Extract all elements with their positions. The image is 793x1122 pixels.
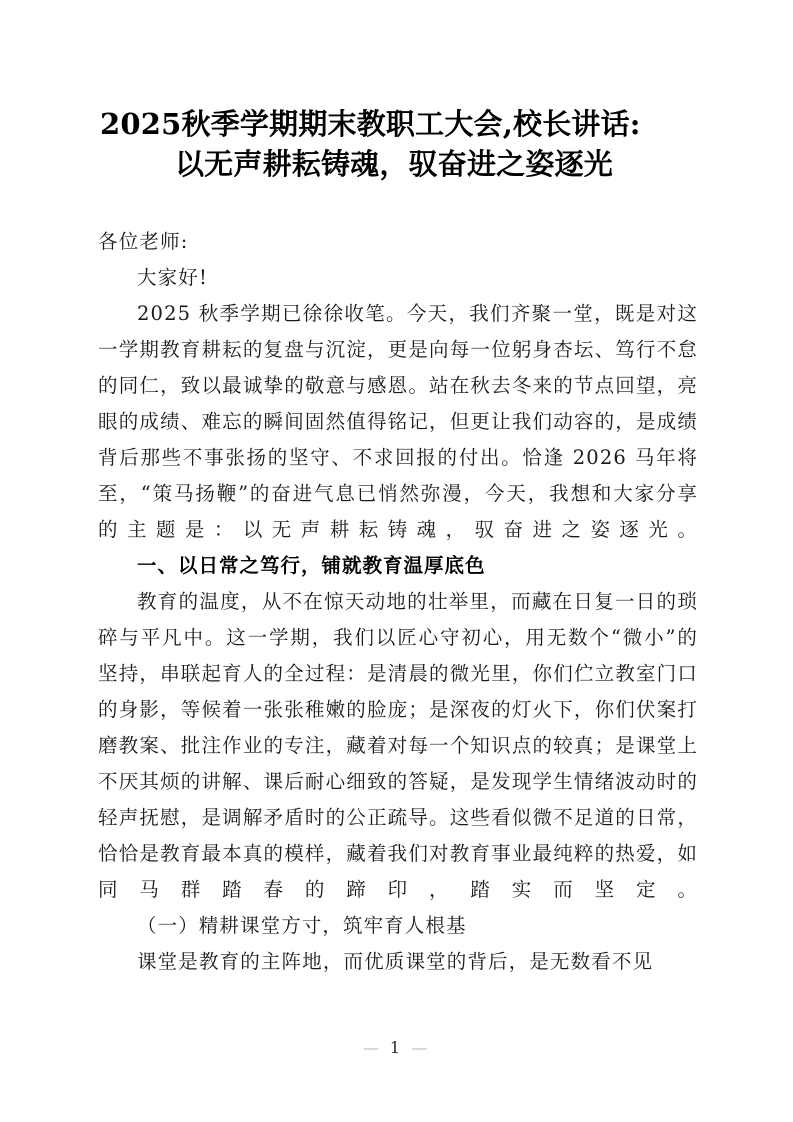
page-title — [98, 0, 698, 184]
page-title-line-2: 以无声耕耘铸魂，驭奋进之姿逐光 — [174, 147, 613, 181]
footer-left-dash: — — [362, 1038, 382, 1057]
footer-right-dash: — — [411, 1038, 431, 1057]
document-content — [98, 0, 698, 980]
section-heading-one: 一、以日常之笃行，铺就教育温厚底色 — [137, 554, 486, 577]
greeting: 大家好! — [137, 266, 208, 289]
page-title-line-1: 2025秋季学期期末教职工大会,校长讲话: — [100, 107, 641, 141]
page-footer — [0, 1038, 793, 1058]
paragraph-subsection-one-a-body: 课堂是教育的主阵地，而优质课堂的背后，是无数看不见 — [137, 950, 654, 973]
paragraph-section-one-body: 教育的温度，从不在惊天动地的壮举里，而藏在日复一日的琐碎与平凡中。这一学期，我们以匠心守初心，用无数个“微小”的坚持，串联起育人的全过程：是清晨的微光里，你们伫立教室门口的身影，等候着一张张稚嫩的脸庞；是深夜的灯火下，你们伏案打磨教案、批注作业的专注，藏着对每一个知识点的较真；是课堂上不厌其烦的讲解、课后耐心细致的答疑，是发现学生情绪波动时的轻声抚慰，是调解矛盾时的公正疏导。这些看似微不足道的日常，恰恰是教育最本真的模样，藏着我们对教育事业最纯粹的热爱，如同马群踏春的蹄印，踏实而坚定。 — [98, 590, 698, 901]
paragraph-opening: 2025 秋季学期已徐徐收笔。今天，我们齐聚一堂，既是对这一学期教育耕耘的复盘与沉淀，更是向每一位躬身杏坛、笃行不怠的同仁，致以最诚挚的敬意与感恩。站在秋去冬来的节点回望，亮眼的成绩、难忘的瞬间固然值得铭记，但更让我们动容的，是成绩背后那些不事张扬的坚守、不求回报的付出。恰逢 2026 马年将至，“策马扬鞭”的奋进气息已悄然弥漫，今天，我想和大家分享的主题是：以无声耕耘铸魂，驭奋进之姿逐光。 — [98, 302, 698, 541]
subsection-heading-one-a: （一）精耕课堂方寸，筑牢育人根基 — [137, 914, 467, 937]
salutation: 各位老师: — [98, 230, 189, 253]
footer-page-number: 1 — [389, 1038, 404, 1057]
